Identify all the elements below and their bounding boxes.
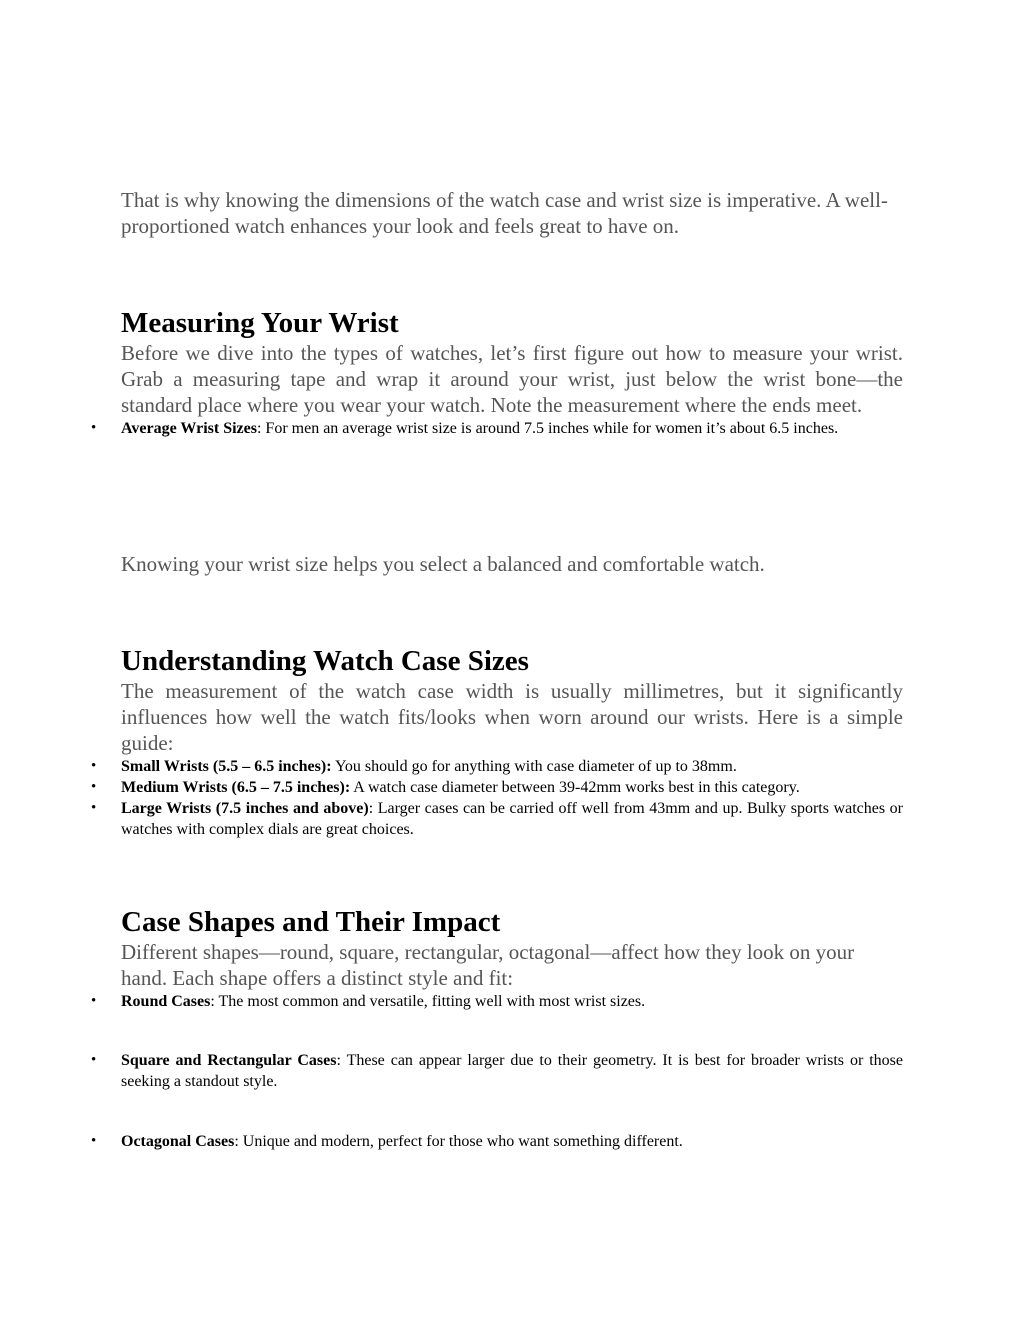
list-item-text: A watch case diameter between 39-42mm works best in this category. bbox=[350, 779, 800, 796]
case-sizes-section bbox=[91, 644, 904, 840]
shapes-bullet-list bbox=[91, 991, 903, 1012]
bullet-icon: • bbox=[91, 993, 97, 1009]
measuring-heading: Measuring Your Wrist bbox=[121, 307, 399, 339]
list-item-separator: : bbox=[234, 1133, 239, 1150]
shapes-bullet-list-2 bbox=[91, 1050, 903, 1092]
list-item-term: Square and Rectangular Cases bbox=[121, 1052, 337, 1069]
list-item-term: Large Wrists (7.5 inches and above) bbox=[121, 800, 369, 817]
list-item-text: You should go for anything with case diameter of up to 38mm. bbox=[331, 758, 737, 775]
measuring-section bbox=[91, 306, 903, 439]
case-sizes-bullet-list bbox=[91, 756, 904, 840]
shapes-section bbox=[91, 905, 903, 1012]
bullet-icon: • bbox=[91, 758, 97, 774]
list-item bbox=[91, 798, 904, 840]
bullet-icon: • bbox=[91, 1133, 97, 1149]
list-item-text: Unique and modern, perfect for those who want something different. bbox=[238, 1133, 683, 1150]
shapes-paragraph: Different shapes—round, square, rectangular, octagonal—affect how they look on your hand. Each shape offers a distinct style and fit: bbox=[121, 940, 855, 990]
case-sizes-heading: Understanding Watch Case Sizes bbox=[121, 645, 529, 677]
list-item bbox=[91, 418, 903, 439]
list-item-term: Octagonal Cases bbox=[121, 1133, 235, 1150]
bullet-icon: • bbox=[91, 800, 97, 816]
shapes-bullet-list-3 bbox=[91, 1131, 903, 1152]
bullet-icon: • bbox=[91, 420, 97, 436]
list-item-term: Round Cases bbox=[121, 993, 211, 1010]
list-item-separator: : bbox=[210, 993, 215, 1010]
measuring-bullet-list bbox=[91, 418, 903, 439]
list-item-text: These can appear larger due to their geometry. It is best for broader wrists or those seeking a standout style. bbox=[121, 1052, 903, 1090]
list-item-text: Larger cases can be carried off well from 43mm and up. Bulky sports watches or watches with complex dials are great choices. bbox=[121, 800, 904, 838]
measuring-closing-section bbox=[121, 551, 903, 577]
list-item-text: For men an average wrist size is around 7.5 inches while for women it’s about 6.5 inches. bbox=[261, 420, 839, 437]
intro-section bbox=[121, 187, 903, 239]
shapes-octagonal-section bbox=[91, 1131, 903, 1152]
list-item bbox=[91, 1131, 903, 1152]
bullet-icon: • bbox=[91, 1052, 97, 1068]
list-item-term: Average Wrist Sizes bbox=[121, 420, 257, 437]
list-item bbox=[91, 1050, 903, 1092]
list-item bbox=[91, 756, 903, 777]
list-item bbox=[91, 777, 903, 798]
measuring-closing-paragraph: Knowing your wrist size helps you select a balanced and comfortable watch. bbox=[121, 552, 765, 576]
measuring-paragraph: Before we dive into the types of watches, let’s first figure out how to measure your wrist. Grab a measuring tape and wrap it around your wrist, just below the wrist bone—the standard place where you wear your watch. Note the measurement where the ends meet. bbox=[121, 341, 903, 417]
list-item-separator: : bbox=[368, 800, 374, 817]
list-item bbox=[91, 991, 903, 1012]
bullet-icon: • bbox=[91, 779, 97, 795]
shapes-heading: Case Shapes and Their Impact bbox=[121, 906, 501, 938]
list-item-term: Small Wrists (5.5 – 6.5 inches): bbox=[121, 758, 332, 775]
list-item-term: Medium Wrists (6.5 – 7.5 inches): bbox=[121, 779, 351, 796]
shapes-square-section bbox=[91, 1050, 903, 1092]
intro-paragraph: That is why knowing the dimensions of the watch case and wrist size is imperative. A well-proportioned watch enhances your look and feels great to have on. bbox=[121, 188, 888, 238]
list-item-separator: : bbox=[336, 1052, 341, 1069]
case-sizes-paragraph: The measurement of the watch case width is usually millimetres, but it significantly influences how well the watch fits/looks when worn around our wrists. Here is a simple guide: bbox=[121, 679, 903, 755]
list-item-separator: : bbox=[256, 420, 262, 437]
list-item-text: The most common and versatile, fitting well with most wrist sizes. bbox=[214, 993, 646, 1010]
